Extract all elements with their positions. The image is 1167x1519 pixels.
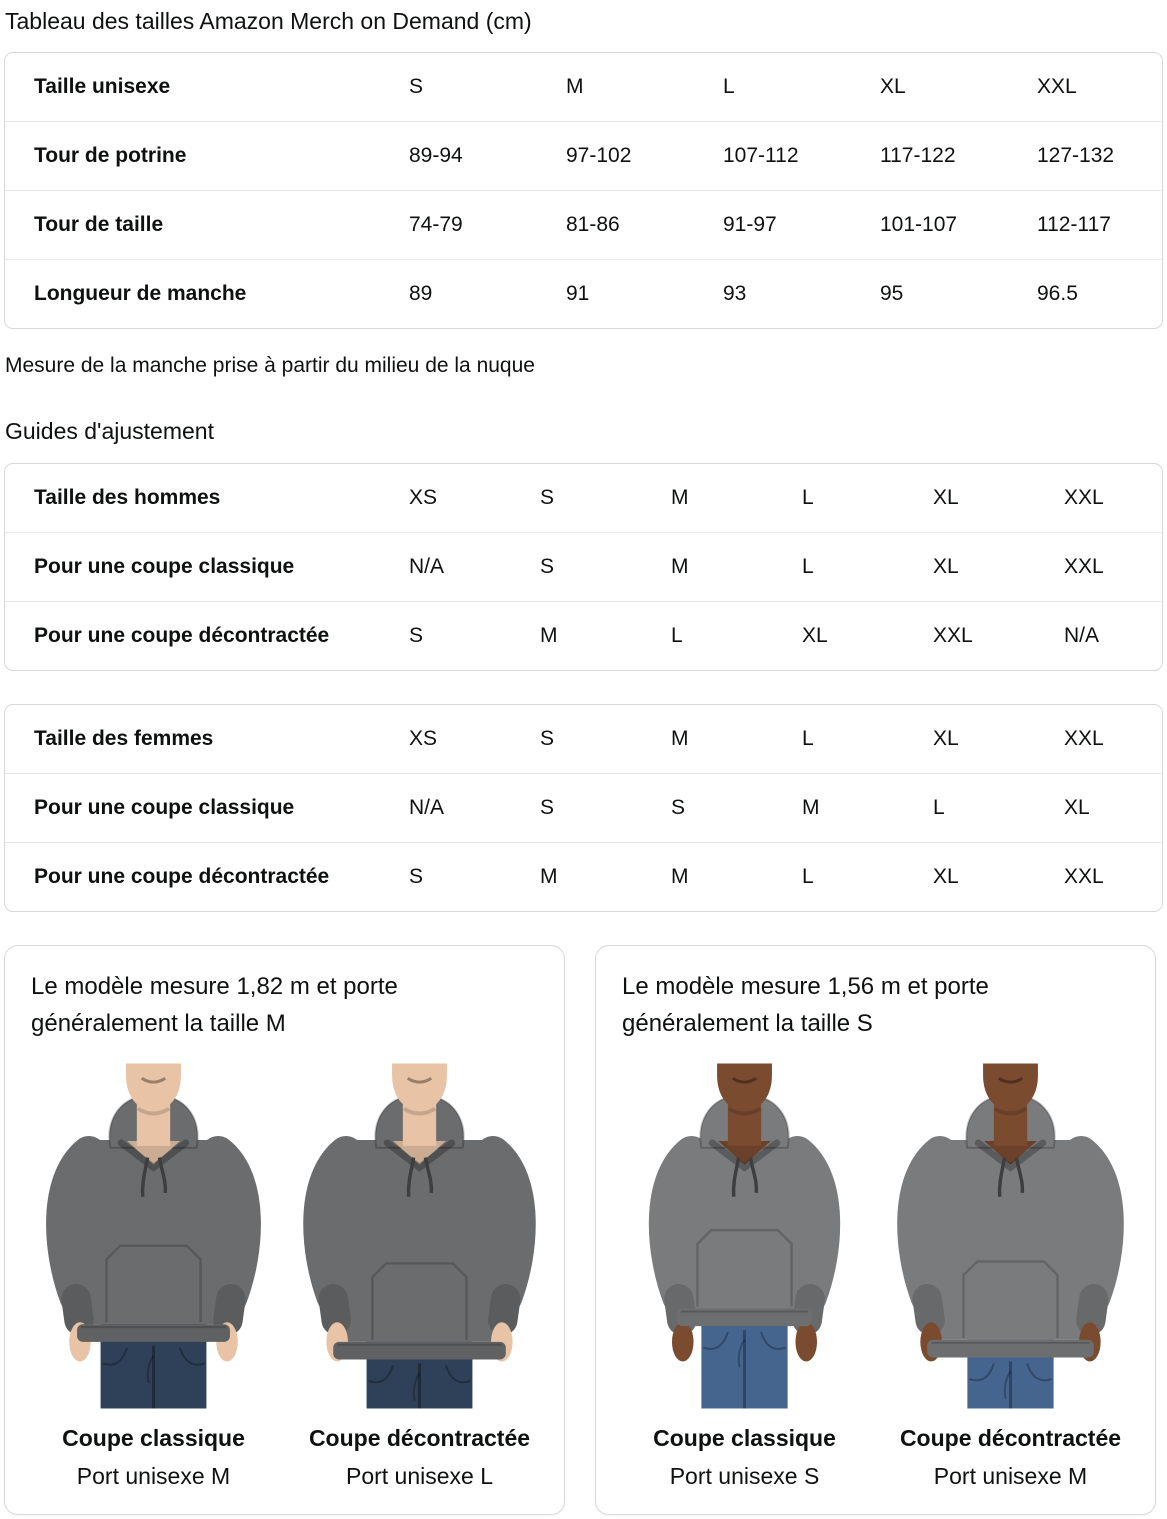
size-label: Port unisexe M — [76, 1463, 231, 1489]
size-cell: L — [802, 555, 814, 578]
column-header: XL — [933, 727, 959, 750]
size-cell: S — [409, 624, 424, 647]
fit-label: Coupe classique — [653, 1425, 836, 1451]
model-photo-relaxed-women — [888, 1060, 1133, 1412]
size-cell: 74-79 — [409, 213, 463, 236]
column-header: XS — [409, 486, 438, 509]
model-cards-row — [4, 945, 1163, 1519]
row-label: Pour une coupe décontractée — [34, 865, 330, 888]
size-cell: XL — [802, 624, 828, 647]
size-cell: S — [540, 555, 555, 578]
model-figures — [29, 1060, 544, 1490]
row-label: Taille des hommes — [34, 486, 221, 509]
size-cell: 96.5 — [1037, 282, 1078, 305]
column-header: XXL — [1064, 727, 1104, 750]
table-row — [5, 842, 1162, 911]
column-header: XL — [933, 486, 959, 509]
model-card-women — [595, 945, 1156, 1515]
table-row — [5, 532, 1162, 601]
row-label: Tour de taille — [34, 213, 164, 236]
size-cell: 91 — [566, 282, 590, 305]
fit-label: Coupe décontractée — [308, 1425, 531, 1451]
row-label: Pour une coupe décontractée — [34, 624, 330, 647]
size-cell: 107-112 — [723, 144, 799, 167]
model-description: Le modèle mesure 1,82 m et porte généralement la taille M — [31, 973, 398, 1037]
table-row — [5, 773, 1162, 842]
size-cell: S — [671, 796, 686, 819]
size-cell: 89-94 — [409, 144, 463, 167]
table-row — [5, 190, 1162, 259]
size-cell: 95 — [880, 282, 904, 305]
size-table-header-row — [5, 53, 1162, 121]
size-label: Port unisexe M — [933, 1463, 1088, 1489]
size-cell: N/A — [1064, 624, 1100, 647]
row-label: Pour une coupe classique — [34, 555, 295, 578]
size-cell: M — [802, 796, 820, 819]
size-label: Port unisexe L — [345, 1463, 494, 1489]
model-card-men — [4, 945, 565, 1515]
size-cell: 93 — [723, 282, 747, 305]
size-cell: XL — [933, 865, 959, 888]
men-fit-header-row — [5, 464, 1162, 532]
column-header: L — [802, 727, 814, 750]
column-header: L — [723, 75, 735, 98]
column-header: M — [671, 486, 689, 509]
size-cell: 112-117 — [1037, 213, 1111, 236]
column-header: M — [566, 75, 584, 98]
row-label: Longueur de manche — [34, 282, 247, 305]
women-fit-header-row — [5, 705, 1162, 773]
size-cell: XL — [933, 555, 959, 578]
fit-label: Coupe décontractée — [899, 1425, 1122, 1451]
size-cell: XXL — [1064, 555, 1104, 578]
size-cell: M — [671, 865, 689, 888]
row-label: Tour de potrine — [34, 144, 187, 167]
size-cell: M — [671, 555, 689, 578]
size-cell: L — [671, 624, 683, 647]
men-fit-table — [4, 463, 1163, 671]
column-header: S — [540, 486, 555, 509]
model-photo-classic-men — [31, 1060, 276, 1412]
column-header: M — [671, 727, 689, 750]
row-label: Taille unisexe — [34, 75, 171, 98]
figure-classic-women — [620, 1060, 869, 1490]
row-label: Taille des femmes — [34, 727, 214, 750]
sleeve-note: Mesure de la manche prise à partir du milieu de la nuque — [5, 354, 535, 377]
figure-relaxed-women — [886, 1060, 1135, 1490]
column-header: S — [409, 75, 424, 98]
size-cell: 91-97 — [723, 213, 777, 236]
table-row — [5, 259, 1162, 328]
size-cell: XXL — [1064, 865, 1104, 888]
model-figures — [620, 1060, 1135, 1490]
table-row — [5, 601, 1162, 670]
size-cell: 89 — [409, 282, 433, 305]
column-header: XL — [880, 75, 906, 98]
size-cell: N/A — [409, 796, 445, 819]
size-cell: M — [540, 624, 558, 647]
size-cell: S — [540, 796, 555, 819]
size-cell: L — [802, 865, 814, 888]
size-cell: XL — [1064, 796, 1090, 819]
column-header: XXL — [1037, 75, 1077, 98]
size-cell: XXL — [933, 624, 973, 647]
size-cell: 81-86 — [566, 213, 620, 236]
size-cell: 127-132 — [1037, 144, 1115, 167]
column-header: S — [540, 727, 555, 750]
figure-relaxed-men — [295, 1060, 544, 1490]
size-label: Port unisexe S — [669, 1463, 820, 1489]
fit-label: Coupe classique — [62, 1425, 245, 1451]
row-label: Pour une coupe classique — [34, 796, 295, 819]
column-header: L — [802, 486, 814, 509]
size-cell: 117-122 — [880, 144, 956, 167]
column-header: XS — [409, 727, 438, 750]
model-photo-classic-women — [622, 1060, 867, 1412]
page-title: Tableau des tailles Amazon Merch on Demand (cm) — [5, 8, 532, 34]
size-cell: 97-102 — [566, 144, 632, 167]
model-description: Le modèle mesure 1,56 m et porte généralement la taille S — [622, 973, 989, 1037]
size-cell: M — [540, 865, 558, 888]
size-cell: L — [933, 796, 945, 819]
fit-guides-heading: Guides d'ajustement — [5, 418, 214, 444]
women-fit-table — [4, 704, 1163, 912]
size-cell: 101-107 — [880, 213, 958, 236]
table-row — [5, 121, 1162, 190]
model-photo-relaxed-men — [297, 1060, 542, 1412]
size-cell: N/A — [409, 555, 445, 578]
size-table — [4, 52, 1163, 329]
figure-classic-men — [29, 1060, 278, 1490]
size-cell: S — [409, 865, 424, 888]
column-header: XXL — [1064, 486, 1104, 509]
size-chart-page — [0, 6, 1167, 1519]
